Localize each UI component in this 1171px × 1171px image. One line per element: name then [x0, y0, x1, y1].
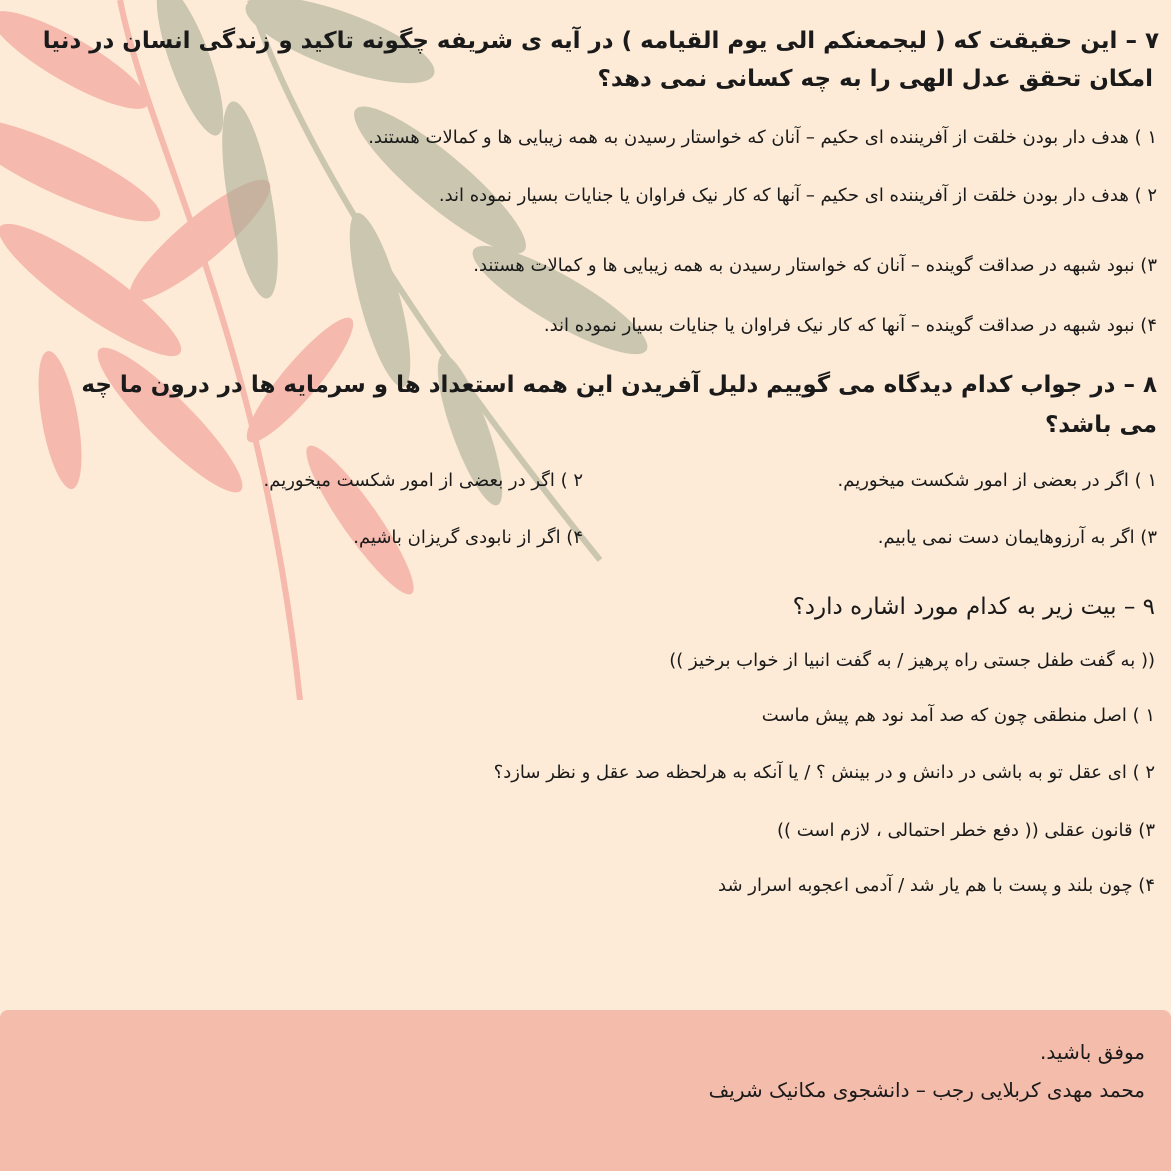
question-7-option-2[interactable]: ۲ ) هدف دار بودن خلقت از آفریننده ای حکیم – آنها که کار نیک فراوان یا جنایات بسیار نموده اند.	[438, 185, 1157, 206]
footer-greeting: موفق باشید.	[1040, 1040, 1145, 1064]
question-7-option-3[interactable]: ۳) نبود شبهه در صداقت گوینده – آنان که خواستار رسیدن به همه زیبایی ها و کمالات هستند.	[473, 255, 1157, 276]
question-8-option-2[interactable]: ۲ ) اگر در بعضی از امور شکست میخوریم.	[263, 470, 583, 491]
question-8-option-4[interactable]: ۴) اگر از نابودی گریزان باشیم.	[353, 527, 583, 548]
question-7-option-4[interactable]: ۴) نبود شبهه در صداقت گوینده – آنها که کار نیک فراوان یا جنایات بسیار نموده اند.	[543, 315, 1157, 336]
question-8-option-3[interactable]: ۳) اگر به آرزوهایمان دست نمی یابیم.	[877, 527, 1157, 548]
footer	[0, 1010, 1171, 1171]
question-8-option-1[interactable]: ۱ ) اگر در بعضی از امور شکست میخوریم.	[837, 470, 1157, 491]
footer-author: محمد مهدی کربلایی رجب – دانشجوی مکانیک شریف	[708, 1078, 1145, 1102]
question-9-text: ۹ – بیت زیر به کدام مورد اشاره دارد؟	[792, 594, 1155, 620]
question-9-option-3[interactable]: ۳) قانون عقلی (( دفع خطر احتمالی ، لازم است ))	[776, 820, 1155, 841]
question-7-option-1[interactable]: ۱ ) هدف دار بودن خلقت از آفریننده ای حکیم – آنان که خواستار رسیدن به همه زیبایی ها و کمالات هستند.	[368, 127, 1157, 148]
question-8-text: ۸ – در جواب کدام دیدگاه می گوییم دلیل آفریدن این همه استعداد ها و سرمایه ها در درون ما چه	[81, 372, 1157, 398]
leaf-decoration	[0, 0, 760, 700]
question-9-option-4[interactable]: ۴) چون بلند و پست با هم یار شد / آدمی اعجوبه اسرار شد	[718, 875, 1155, 896]
question-9-poem: (( به گفت طفل جستی راه پرهیز / به گفت انبیا از خواب برخیز ))	[669, 650, 1155, 671]
question-7-text: امکان تحقق عدل الهی را به چه کسانی نمی دهد؟	[597, 66, 1153, 92]
question-9-option-1[interactable]: ۱ ) اصل منطقی چون که صد آمد نود هم پیش ماست	[761, 705, 1155, 726]
question-8-text: می باشد؟	[1044, 412, 1157, 438]
question-7-text: ۷ – این حقیقت که ( لیجمعنکم الی یوم القیامه ) در آیه ی شریفه چگونه تاکید و زندگی انسان در دنیا	[42, 28, 1159, 54]
question-9-option-2[interactable]: ۲ ) ای عقل تو به باشی در دانش و در بینش ؟ / یا آنکه به هرلحظه صد عقل و نظر سازد؟	[493, 762, 1155, 783]
